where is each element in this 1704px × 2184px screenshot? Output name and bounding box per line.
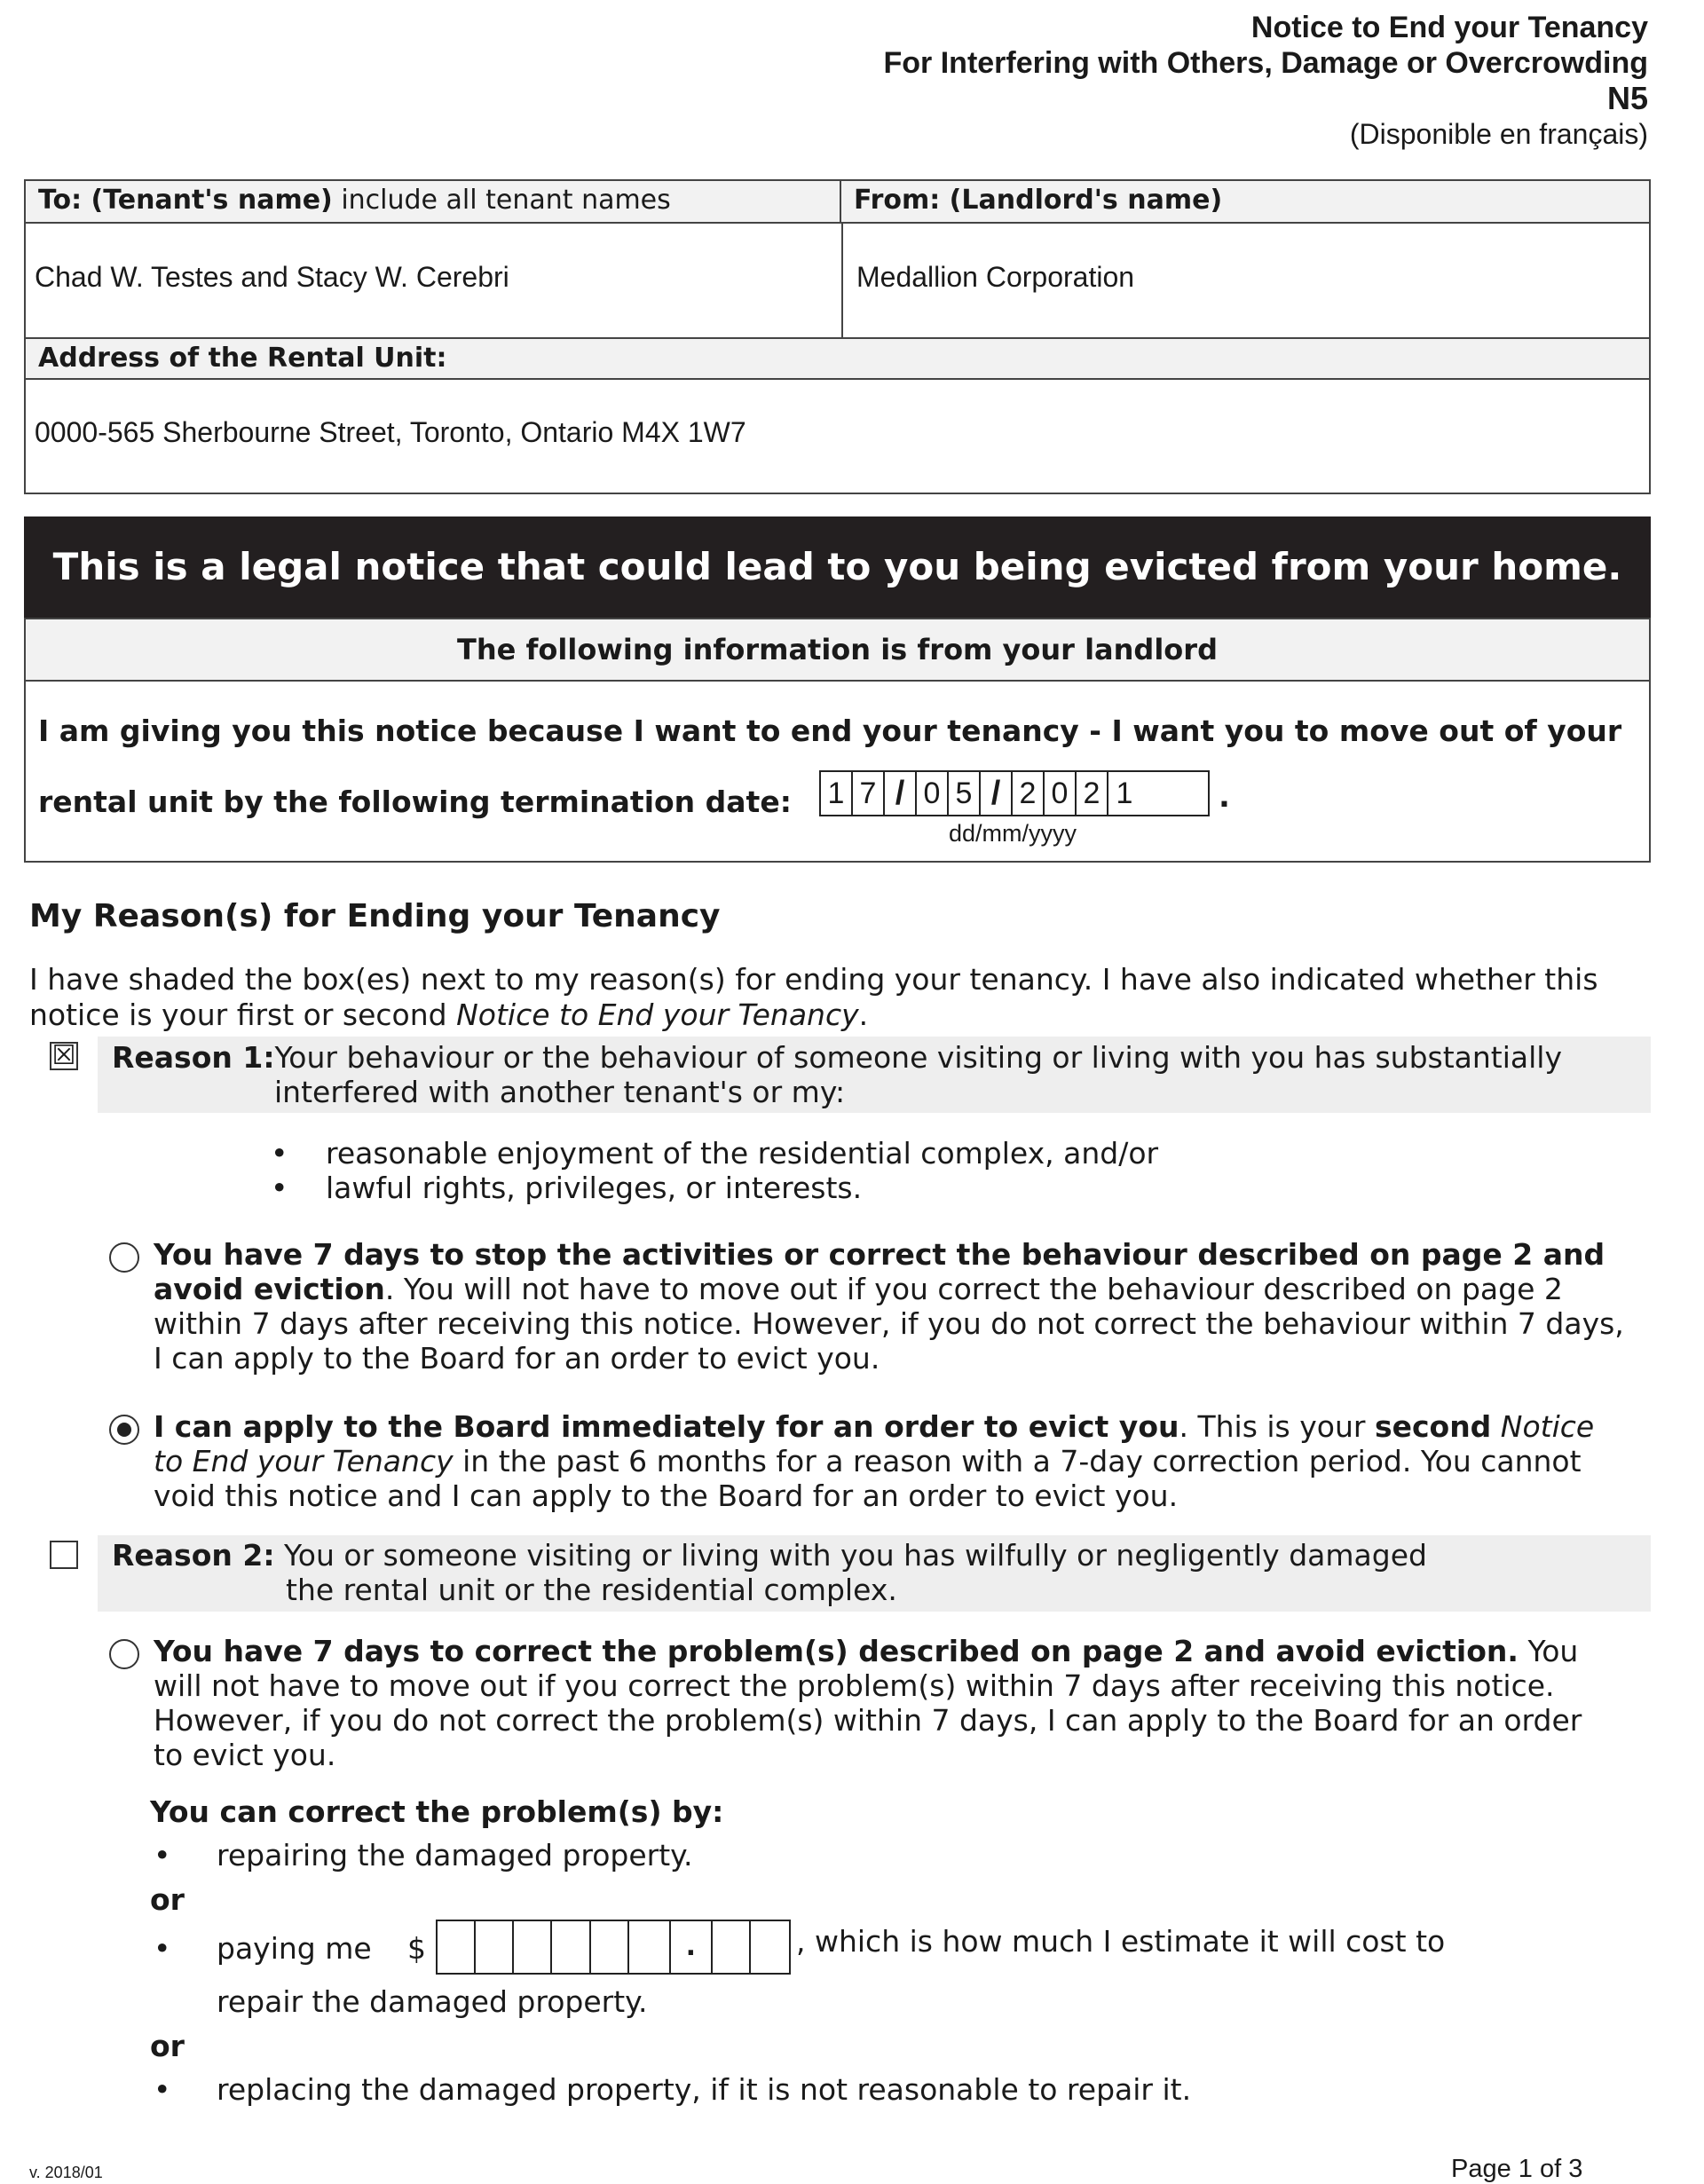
landlord-name-field[interactable]: Medallion Corporation <box>856 261 1135 293</box>
reason1-option1-line1: You have 7 days to stop the activities or correct the behaviour described on page 2 and <box>154 1237 1605 1272</box>
reason1-checkbox[interactable]: ☒ <box>50 1042 78 1070</box>
cost-digit-box <box>552 1921 590 1973</box>
reason2-option1-line4: to evict you. <box>154 1738 336 1772</box>
cost-digit-box <box>591 1921 629 1973</box>
date-period: . <box>1219 779 1230 815</box>
reason2-option1-line1: You have 7 days to correct the problem(s) described on page 2 and avoid eviction. You <box>154 1634 1579 1668</box>
correct-bullet3: replacing the damaged property, if it is not reasonable to repair it. <box>217 2072 1192 2107</box>
date-digit: 1 <box>821 772 853 815</box>
date-separator: / <box>981 772 1013 815</box>
paying-label: paying me <box>217 1931 372 1966</box>
parties-box <box>24 179 1651 494</box>
form-version: v. 2018/01 <box>29 2164 103 2181</box>
repair-cost-field[interactable] <box>436 1920 791 1975</box>
reason1-option2-line1: I can apply to the Board immediately for an order to evict you. This is your second Notice <box>154 1409 1595 1444</box>
cost-digit-box <box>476 1921 514 1973</box>
cost-digit-box <box>713 1921 751 1973</box>
page-number: Page 1 of 3 <box>1451 2155 1583 2183</box>
or-separator: or <box>150 2029 185 2063</box>
correct-bullet1: repairing the damaged property. <box>217 1838 693 1873</box>
reason1-option1-line4: I can apply to the Board for an order to evict you. <box>154 1341 880 1376</box>
bullet-dot: • <box>154 2072 171 2107</box>
column-divider <box>841 224 843 339</box>
intro-line1: I have shaded the box(es) next to my reason(s) for ending your tenancy. I have also indicated whether this <box>29 962 1598 997</box>
date-format-hint: dd/mm/yyyy <box>949 820 1077 847</box>
reason1-text: Reason 1:Your behaviour or the behaviour of someone visiting or living with you has substantially <box>112 1040 1562 1075</box>
cost-digit-box <box>514 1921 552 1973</box>
tenant-names-field[interactable]: Chad W. Testes and Stacy W. Cerebri <box>35 261 509 293</box>
form-title: Notice to End your Tenancy <box>1250 11 1648 44</box>
date-digit: 0 <box>1045 772 1077 815</box>
bullet-dot: • <box>271 1171 288 1205</box>
date-separator: / <box>885 772 917 815</box>
reason1-option1-line2: avoid eviction. You will not have to move out if you correct the behaviour described on page 2 <box>154 1272 1563 1306</box>
termination-line2: rental unit by the following termination date: <box>38 785 792 819</box>
termination-date-field[interactable] <box>819 770 1210 816</box>
landlord-label: From: (Landlord's name) <box>854 185 1223 216</box>
reason2-text-line2: the rental unit or the residential complex. <box>286 1573 897 1607</box>
reason2-text: Reason 2: You or someone visiting or living with you has wilfully or negligently damaged <box>112 1538 1427 1573</box>
cost-digit-box <box>438 1921 476 1973</box>
reason1-option2-radio[interactable] <box>109 1415 139 1445</box>
tenant-label-note: include all tenant names <box>332 185 671 216</box>
intro-line2: notice is your first or second Notice to End your Tenancy. <box>29 997 869 1032</box>
reason1-option2-line3: void this notice and I can apply to the Board for an order to evict you. <box>154 1478 1179 1513</box>
address-label-cell <box>26 337 1649 380</box>
reason1-bullet2: lawful rights, privileges, or interests. <box>326 1171 863 1205</box>
or-separator: or <box>150 1882 185 1917</box>
reason1-option2-line2: to End your Tenancy in the past 6 months for a reason with a 7-day correction period. You cannot <box>154 1444 1582 1478</box>
cost-digit-box <box>751 1921 789 1973</box>
tenant-label-cell <box>26 181 841 224</box>
reason1-option1-radio[interactable] <box>109 1242 139 1273</box>
cost-decimal-point: . <box>671 1921 713 1973</box>
termination-box <box>24 680 1651 863</box>
bullet-dot: • <box>154 1931 171 1966</box>
cost-digit-box <box>629 1921 671 1973</box>
address-label: Address of the Rental Unit: <box>38 343 447 374</box>
tenant-label: To: (Tenant's name) <box>38 185 333 216</box>
legal-warning-banner: This is a legal notice that could lead to you being evicted from your home. <box>24 516 1651 618</box>
date-digit: 0 <box>917 772 949 815</box>
address-field[interactable]: 0000-565 Sherbourne Street, Toronto, Ontario M4X 1W7 <box>35 416 746 448</box>
reason2-checkbox[interactable] <box>50 1541 78 1569</box>
date-digit: 2 <box>1013 772 1045 815</box>
reason1-text-line2: interfered with another tenant's or my: <box>274 1075 846 1109</box>
bullet-dot: • <box>271 1136 288 1171</box>
reason2-option1-line3: However, if you do not correct the problem(s) within 7 days, I can apply to the Board for an order <box>154 1703 1582 1738</box>
termination-line1: I am giving you this notice because I want to end your tenancy - I want you to move out of your <box>38 714 1622 748</box>
reason2-label: Reason 2: <box>112 1538 275 1573</box>
paying-text: , which is how much I estimate it will cost to <box>796 1924 1446 1959</box>
correct-heading: You can correct the problem(s) by: <box>150 1794 724 1829</box>
landlord-label-cell <box>841 181 1649 224</box>
reasons-heading: My Reason(s) for Ending your Tenancy <box>29 898 721 934</box>
reason2-option1-line2: will not have to move out if you correct the problem(s) within 7 days after receiving this notice. <box>154 1668 1555 1703</box>
form-code: N5 <box>1606 80 1648 116</box>
reason1-label: Reason 1: <box>112 1040 275 1075</box>
date-digit: 1 <box>1116 777 1133 810</box>
french-availability: (Disponible en français) <box>1349 118 1648 150</box>
date-digit: 2 <box>1077 772 1108 815</box>
date-digit: 7 <box>853 772 885 815</box>
reason1-bullet1: reasonable enjoyment of the residential complex, and/or <box>326 1136 1159 1171</box>
reason1-option1-line3: within 7 days after receiving this notice. However, if you do not correct the behaviour within 7 days, <box>154 1306 1624 1341</box>
reason2-option1-radio[interactable] <box>109 1639 139 1669</box>
dollar-sign: $ <box>407 1931 426 1966</box>
date-digit: 5 <box>949 772 981 815</box>
paying-text-line2: repair the damaged property. <box>217 1984 648 2019</box>
landlord-info-banner: The following information is from your landlord <box>24 618 1651 682</box>
bullet-dot: • <box>154 1838 171 1873</box>
form-subtitle: For Interfering with Others, Damage or Overcrowding <box>883 46 1648 80</box>
